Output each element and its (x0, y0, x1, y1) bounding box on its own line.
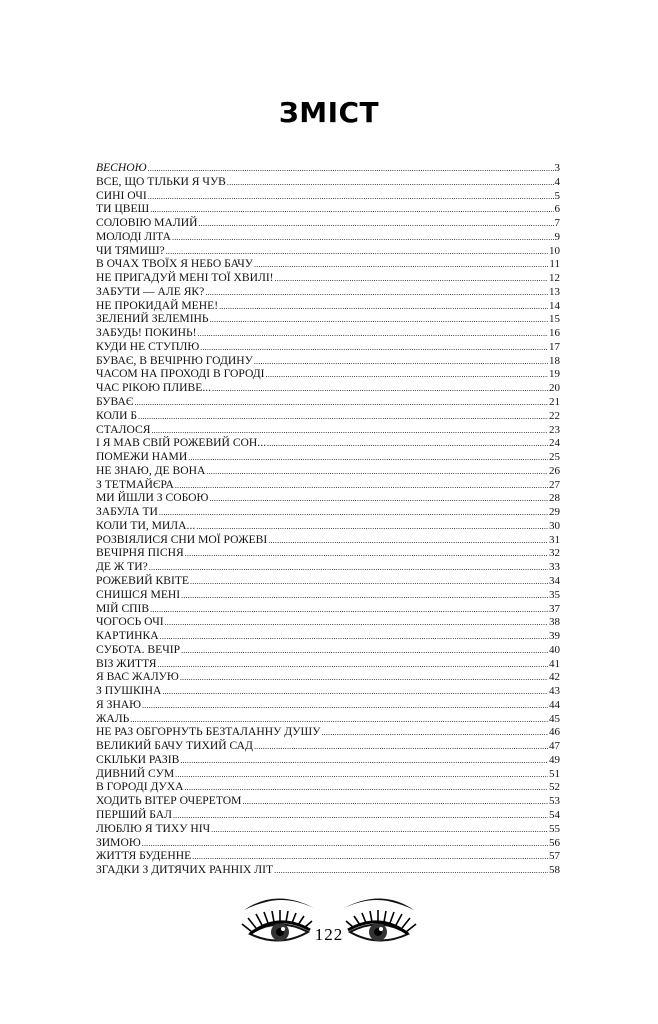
toc-leader-dots (142, 698, 548, 713)
toc-leader-dots (321, 725, 548, 740)
toc-entry-page: 34 (549, 574, 560, 587)
toc-entry-title: РОЗВІЯЛИСЯ СНИ МОЇ РОЖЕВІ (96, 532, 268, 546)
toc-entry-page: 22 (549, 409, 560, 422)
toc-entry-page: 47 (549, 740, 560, 753)
toc-entry-title: ТИ ЦВЕШ (96, 202, 150, 216)
toc-entry (96, 767, 560, 781)
toc-entry (96, 464, 560, 478)
toc-entry-title: КУДИ НЕ СТУПЛЮ (96, 339, 200, 353)
toc-leader-dots (211, 822, 548, 837)
toc-entry-title: СИНІ ОЧІ (96, 188, 147, 202)
toc-entry (96, 299, 560, 313)
toc-entry-page: 11 (549, 258, 560, 271)
table-of-contents (96, 161, 560, 877)
toc-entry-page: 58 (549, 864, 560, 877)
toc-entry (96, 643, 560, 657)
toc-leader-dots (242, 794, 548, 809)
toc-entry (96, 602, 560, 616)
toc-entry-page: 14 (549, 299, 560, 312)
toc-entry-title: ВЕЛИКИЙ БАЧУ ТИХИЙ САД (96, 739, 253, 753)
toc-leader-dots (138, 409, 548, 424)
toc-leader-dots (266, 367, 548, 382)
toc-leader-dots (219, 299, 548, 314)
toc-entry-page: 54 (549, 808, 560, 821)
toc-entry-page: 40 (549, 643, 560, 656)
toc-entry (96, 836, 560, 850)
toc-entry (96, 381, 560, 395)
toc-entry (96, 849, 560, 863)
toc-entry (96, 436, 560, 450)
toc-entry-page: 26 (549, 464, 560, 477)
toc-leader-dots (209, 491, 548, 506)
toc-entry-page: 41 (549, 657, 560, 670)
toc-entry-page: 33 (549, 561, 560, 574)
toc-leader-dots (175, 767, 548, 782)
toc-leader-dots (267, 436, 548, 451)
toc-entry (96, 753, 560, 767)
toc-leader-dots (150, 202, 553, 217)
toc-entry-page: 25 (549, 451, 560, 464)
toc-entry-title: Я ВАС ЖАЛУЮ (96, 670, 179, 684)
toc-entry-page: 21 (549, 396, 560, 409)
toc-entry (96, 216, 560, 230)
toc-entry-page: 32 (549, 547, 560, 560)
toc-entry-title: НЕ ЗНАЮ, ДЕ ВОНА (96, 463, 206, 477)
toc-entry (96, 326, 560, 340)
toc-leader-dots (159, 505, 548, 520)
toc-entry (96, 863, 560, 877)
toc-entry-title: ВІЗ ЖИТТЯ (96, 656, 157, 670)
toc-leader-dots (165, 615, 548, 630)
page-number: 122 (314, 925, 344, 944)
toc-entry (96, 808, 560, 822)
toc-entry-page: 38 (549, 616, 560, 629)
toc-entry (96, 409, 560, 423)
toc-entry-page: 20 (549, 382, 560, 395)
toc-entry-title: СУБОТА. ВЕЧІР (96, 642, 181, 656)
toc-leader-dots (274, 863, 548, 878)
toc-entry (96, 712, 560, 726)
toc-leader-dots (205, 285, 548, 300)
toc-entry-page: 53 (549, 795, 560, 808)
toc-entry (96, 588, 560, 602)
toc-leader-dots (148, 189, 554, 204)
toc-entry-page: 31 (549, 533, 560, 546)
toc-leader-dots (149, 560, 548, 575)
page-title: ЗМІСТ (278, 96, 380, 129)
toc-entry (96, 230, 560, 244)
toc-entry-page: 46 (549, 726, 560, 739)
toc-entry (96, 478, 560, 492)
toc-leader-dots (275, 271, 548, 286)
toc-entry (96, 698, 560, 712)
toc-leader-dots (173, 808, 548, 823)
toc-entry (96, 560, 560, 574)
toc-entry (96, 395, 560, 409)
toc-entry-page: 23 (549, 423, 560, 436)
toc-leader-dots (142, 836, 548, 851)
toc-entry (96, 519, 560, 533)
toc-entry-title: ЗАБУЛА ТИ (96, 505, 158, 519)
toc-entry (96, 546, 560, 560)
toc-entry-page: 43 (549, 685, 560, 698)
toc-entry-title: МІЙ СПІВ (96, 601, 150, 615)
eyes-icon (236, 888, 422, 958)
toc-entry (96, 271, 560, 285)
toc-entry (96, 340, 560, 354)
toc-entry-title: КАРТИНКА (96, 629, 159, 643)
toc-entry (96, 244, 560, 258)
toc-entry-page: 51 (549, 767, 560, 780)
toc-leader-dots (158, 657, 548, 672)
toc-leader-dots (160, 629, 548, 644)
toc-leader-dots (198, 326, 548, 341)
toc-leader-dots (268, 533, 548, 548)
toc-leader-dots (181, 588, 548, 603)
toc-entry-title: ДИВНИЙ СУМ (96, 766, 175, 780)
toc-entry (96, 367, 560, 381)
toc-leader-dots (185, 546, 548, 561)
toc-entry (96, 670, 560, 684)
toc-leader-dots (200, 340, 548, 355)
toc-entry-title: В ГОРОДІ ДУХА (96, 780, 184, 794)
toc-entry-title: БУВАЄ (96, 395, 134, 409)
toc-entry-page: 4 (554, 175, 560, 188)
toc-entry-title: НЕ РАЗ ОБГОРНУТЬ БЕЗТАЛАННУ ДУШУ (96, 725, 321, 739)
toc-entry-page: 39 (549, 630, 560, 643)
toc-leader-dots (180, 670, 548, 685)
toc-entry-page: 16 (549, 327, 560, 340)
toc-entry-title: ЧАСОМ НА ПРОХОДІ В ГОРОДІ (96, 367, 265, 381)
toc-entry-page: 45 (549, 712, 560, 725)
toc-entry-title: НЕ ПРИГАДУЙ МЕНІ ТОЇ ХВИЛІ! (96, 271, 274, 285)
toc-entry (96, 739, 560, 753)
toc-entry (96, 189, 560, 203)
toc-entry (96, 505, 560, 519)
toc-entry-page: 6 (554, 203, 560, 216)
toc-entry-page: 44 (549, 698, 560, 711)
toc-entry-page: 9 (554, 230, 560, 243)
toc-entry (96, 175, 560, 189)
toc-entry-title: ХОДИТЬ ВІТЕР ОЧЕРЕТОМ (96, 794, 242, 808)
toc-entry (96, 450, 560, 464)
toc-entry (96, 657, 560, 671)
toc-entry (96, 725, 560, 739)
toc-entry-page: 13 (549, 285, 560, 298)
toc-entry (96, 780, 560, 794)
toc-leader-dots (135, 395, 549, 410)
toc-leader-dots (190, 574, 548, 589)
toc-entry-page: 19 (549, 368, 560, 381)
toc-entry (96, 794, 560, 808)
toc-entry (96, 423, 560, 437)
toc-leader-dots (150, 602, 548, 617)
toc-entry-title: ЗАБУТИ — АЛЕ ЯК? (96, 284, 205, 298)
toc-entry-page: 55 (549, 822, 560, 835)
toc-leader-dots (196, 519, 548, 534)
toc-entry-page: 37 (549, 602, 560, 615)
toc-entry-title: СТАЛОСЯ (96, 422, 151, 436)
toc-entry (96, 354, 560, 368)
toc-entry-page: 12 (549, 272, 560, 285)
toc-leader-dots (180, 753, 548, 768)
toc-entry-page: 24 (549, 437, 560, 450)
toc-entry-title: ВСЕ, ЩО ТІЛЬКИ Я ЧУВ (96, 174, 226, 188)
toc-entry-page: 49 (549, 753, 560, 766)
toc-entry-page: 17 (549, 340, 560, 353)
toc-leader-dots (254, 354, 548, 369)
toc-entry-title: КОЛИ Б (96, 408, 138, 422)
toc-entry-title: ЖИТТЯ БУДЕННЕ (96, 849, 192, 863)
toc-entry (96, 491, 560, 505)
toc-leader-dots (181, 643, 548, 658)
toc-entry-title: ЧАС РІКОЮ ПЛИВЕ... (96, 381, 212, 395)
toc-leader-dots (192, 849, 548, 864)
toc-entry-title: ЗГАДКИ З ДИТЯЧИХ РАННІХ ЛІТ (96, 863, 274, 877)
toc-entry-title: ПЕРШИЙ БАЛ (96, 807, 172, 821)
toc-entry-title: ЧОГОСЬ ОЧІ (96, 615, 164, 629)
toc-entry-page: 18 (549, 354, 560, 367)
toc-entry-title: МИ ЙШЛИ З СОБОЮ (96, 491, 209, 505)
toc-entry-title: В ОЧАХ ТВОЇХ Я НЕБО БАЧУ (96, 257, 254, 271)
toc-entry-title: Я ЗНАЮ (96, 697, 142, 711)
toc-leader-dots (198, 216, 553, 231)
toc-entry-page: 30 (549, 519, 560, 532)
toc-entry-title: НЕ ПРОКИДАЙ МЕНЕ! (96, 298, 219, 312)
toc-entry-page: 42 (549, 671, 560, 684)
toc-leader-dots (172, 230, 553, 245)
toc-entry (96, 312, 560, 326)
toc-entry-title: КОЛИ ТИ, МИЛА... (96, 518, 196, 532)
toc-leader-dots (254, 257, 548, 272)
toc-leader-dots (148, 161, 554, 176)
toc-entry-page: 27 (549, 478, 560, 491)
toc-entry-page: 15 (549, 313, 560, 326)
toc-entry-title: І Я МАВ СВІЙ РОЖЕВИЙ СОН... (96, 436, 266, 450)
toc-entry (96, 684, 560, 698)
toc-entry-title: ДЕ Ж ТИ? (96, 560, 148, 574)
toc-entry-page: 35 (549, 588, 560, 601)
toc-entry (96, 533, 560, 547)
toc-entry-title: ВЕЧІРНЯ ПІСНЯ (96, 546, 184, 560)
toc-entry-title: СКІЛЬКИ РАЗІВ (96, 752, 180, 766)
toc-entry (96, 629, 560, 643)
toc-entry-page: 28 (549, 492, 560, 505)
toc-leader-dots (188, 450, 548, 465)
toc-entry (96, 285, 560, 299)
toc-leader-dots (210, 312, 548, 327)
toc-entry-title: МОЛОДІ ЛІТА (96, 229, 172, 243)
toc-entry (96, 822, 560, 836)
toc-entry-page: 7 (554, 217, 560, 230)
toc-entry-page: 10 (549, 244, 560, 257)
toc-entry-page: 5 (554, 189, 560, 202)
toc-entry (96, 161, 560, 175)
toc-entry-title: ЖАЛЬ (96, 711, 130, 725)
toc-entry (96, 202, 560, 216)
toc-leader-dots (206, 464, 548, 479)
toc-entry-title: ПОМЕЖИ НАМИ (96, 450, 188, 464)
toc-leader-dots (184, 780, 548, 795)
toc-entry-page: 3 (554, 162, 560, 174)
toc-entry (96, 574, 560, 588)
toc-entry-page: 29 (549, 506, 560, 519)
toc-entry-title: ЧИ ТЯМИШ? (96, 243, 165, 257)
toc-entry (96, 257, 560, 271)
toc-entry-title: ЛЮБЛЮ Я ТИХУ НІЧ (96, 821, 211, 835)
toc-leader-dots (162, 684, 548, 699)
toc-entry-title: ЗЕЛЕНИЙ ЗЕЛЕМІНЬ (96, 312, 209, 326)
toc-entry-title: СОЛОВІЮ МАЛИЙ (96, 216, 198, 230)
toc-entry-title: З ПУШКІНА (96, 684, 162, 698)
toc-entry-title: СНИШСЯ МЕНІ (96, 587, 181, 601)
toc-leader-dots (227, 175, 554, 190)
toc-entry-title: ВЕСНОЮ (96, 161, 147, 174)
toc-entry-title: РОЖЕВИЙ КВІТЕ (96, 573, 190, 587)
toc-leader-dots (254, 739, 548, 754)
toc-entry-title: ЗИМОЮ (96, 835, 141, 849)
toc-entry-title: З ТЕТМАЙЄРА (96, 477, 174, 491)
toc-entry-page: 56 (549, 836, 560, 849)
toc-entry (96, 615, 560, 629)
toc-entry-page: 57 (549, 850, 560, 863)
toc-entry-title: ЗАБУДЬ! ПОКИНЬ! (96, 326, 197, 340)
toc-entry-page: 52 (549, 781, 560, 794)
toc-leader-dots (175, 478, 548, 493)
toc-leader-dots (130, 712, 548, 727)
toc-leader-dots (212, 381, 548, 396)
toc-entry-title: БУВАЄ, В ВЕЧІРНЮ ГОДИНУ (96, 353, 253, 367)
